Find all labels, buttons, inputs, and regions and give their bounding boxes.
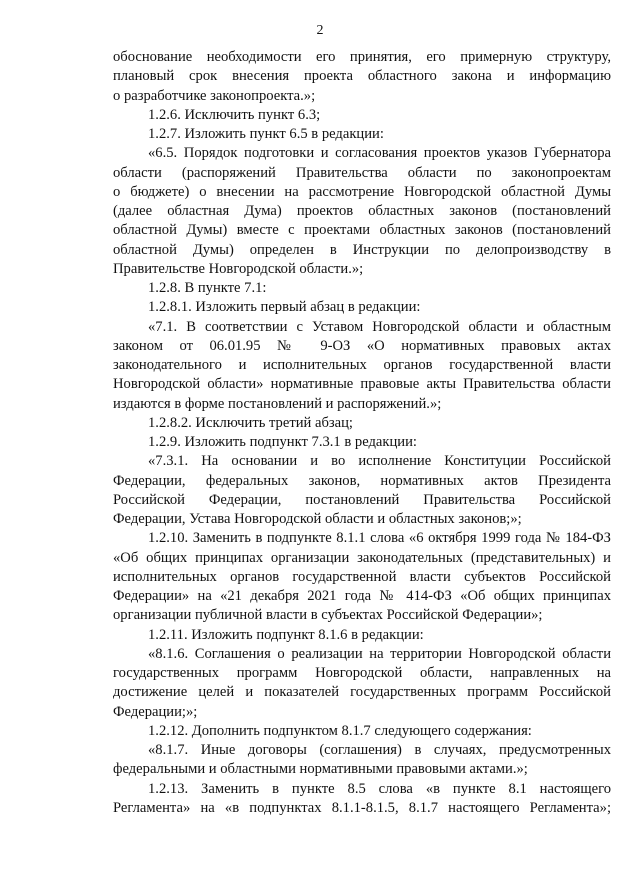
text-line: 1.2.13. Заменить в пункте 8.5 слова «в пункте 8.1 настоящего	[148, 780, 611, 797]
text-line: законодательного и исполнительных органов государственной власти	[113, 357, 611, 373]
text-line: законом от 06.01.95 № 9-ОЗ «О нормативных правовых актах	[113, 337, 611, 354]
text-line: «7.3.1. На основании и во исполнение Конституции Российской	[148, 453, 611, 470]
text-line: областной Думы) определен в Инструкции по делопроизводству в	[113, 241, 611, 258]
text-line: 1.2.8.2. Исключить третий абзац;	[148, 414, 353, 431]
text-line: «8.1.7. Иные договоры (соглашения) в случаях, предусмотренных	[148, 742, 611, 758]
text-line: государственных программ Новгородской области, направленных на	[113, 665, 611, 681]
text-line: 1.2.6. Исключить пункт 6.3;	[148, 106, 321, 123]
text-line: областной Думы) вместе с проектами областных законов (постановлений	[113, 222, 611, 239]
text-line: 1.2.7. Изложить пункт 6.5 в редакции:	[148, 126, 384, 142]
text-line: Новгородской области» нормативные правовые акты Правительства области	[113, 376, 611, 393]
text-line: «8.1.6. Соглашения о реализации на территории Новгородской области	[148, 645, 611, 662]
text-line: 1.2.9. Изложить подпункт 7.3.1 в редакции:	[148, 434, 417, 450]
text-line: издаются в форме постановлений и распоряжений.»;	[113, 395, 442, 412]
text-line: Федерации» на «21 декабря 2021 года № 414-ФЗ «Об общих принципах	[113, 588, 611, 604]
text-line: организации публичной власти в субъектах Российской Федерации»;	[113, 607, 543, 624]
text-line: Федерации, Устава Новгородской области и областных законов;»;	[113, 511, 522, 527]
text-line: 1.2.8. В пункте 7.1:	[148, 280, 267, 296]
text-line: области (распоряжений Правительства области по законопроектам	[113, 164, 611, 181]
text-line: «7.1. В соответствии с Уставом Новгородской области и областным	[148, 318, 611, 335]
text-line: обоснование необходимости его принятия, его примерную структуру,	[113, 49, 611, 65]
text-line: федеральными и областными нормативными правовыми актами.»;	[113, 761, 528, 778]
text-line: исполнительных органов государственной власти субъектов Российской	[113, 568, 611, 585]
text-line: Регламента» на «в подпунктах 8.1.1-8.1.5, 8.1.7 настоящего Регламента»;	[113, 799, 611, 816]
text-line: «6.5. Порядок подготовки и согласования проектов указов Губернатора	[148, 145, 611, 162]
text-line: Федерации;»;	[113, 703, 198, 720]
text-line: Российской Федерации, постановлений Правительства Российской	[113, 491, 611, 508]
text-line: плановый срок внесения проекта областного закона и информацию	[113, 68, 611, 85]
text-line: 1.2.10. Заменить в подпункте 8.1.1 слова «6 октября 1999 года № 184-ФЗ	[148, 530, 611, 547]
text-line: (далее областная Дума) проектов областных законов (постановлений	[113, 203, 611, 219]
text-line: 1.2.8.1. Изложить первый абзац в редакции:	[148, 299, 421, 316]
text-line: Федерации, федеральных законов, нормативных актов Президента	[113, 472, 611, 489]
text-line: 1.2.12. Дополнить подпунктом 8.1.7 следующего содержания:	[148, 722, 532, 739]
text-line: о разработчике законопроекта.»;	[113, 87, 316, 104]
text-line: 1.2.11. Изложить подпункт 8.1.6 в редакции:	[148, 626, 424, 643]
text-line: достижение целей и показателей государственных программ Российской	[113, 684, 611, 701]
text-line: «Об общих принципах организации законодательных (представительных) и	[113, 549, 611, 566]
text-line: Правительстве Новгородской области.»;	[113, 260, 364, 277]
text-line: о бюджете) о внесении на рассмотрение Новгородской областной Думы	[113, 183, 611, 200]
page-number: 2	[316, 23, 324, 38]
